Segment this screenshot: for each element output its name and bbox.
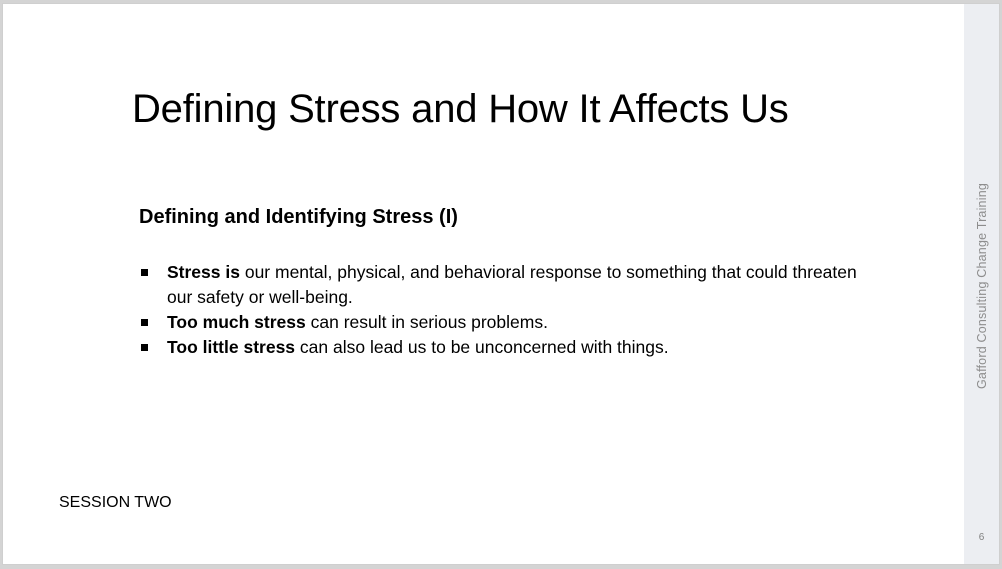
- slide-subheading: Defining and Identifying Stress (I): [139, 206, 458, 228]
- page-number: 6: [978, 532, 985, 543]
- bullet-text: can result in serious problems.: [305, 312, 548, 332]
- slide-title: Defining Stress and How It Affects Us: [132, 87, 789, 131]
- bullet-text: can also lead us to be unconcerned with things.: [295, 337, 669, 357]
- bullet-list: [139, 260, 859, 360]
- bullet-bold-text: Too much stress: [167, 312, 306, 332]
- square-bullet-icon: [141, 269, 148, 276]
- bullet-item: [139, 335, 859, 360]
- bullet-text: our mental, physical, and behavioral response to something that could threaten our safety or well-being.: [167, 262, 857, 307]
- square-bullet-icon: [141, 344, 148, 351]
- bullet-item: [139, 260, 859, 310]
- bullet-bold-text: Too little stress: [167, 337, 296, 357]
- bullet-bold-text: Stress is: [167, 262, 240, 282]
- bullet-item: [139, 310, 859, 335]
- slide: [2, 3, 1000, 565]
- side-brand-text: Gafford Consulting Change Training: [974, 182, 989, 390]
- session-label: SESSION TWO: [59, 494, 172, 511]
- side-bar: [964, 4, 999, 564]
- square-bullet-icon: [141, 319, 148, 326]
